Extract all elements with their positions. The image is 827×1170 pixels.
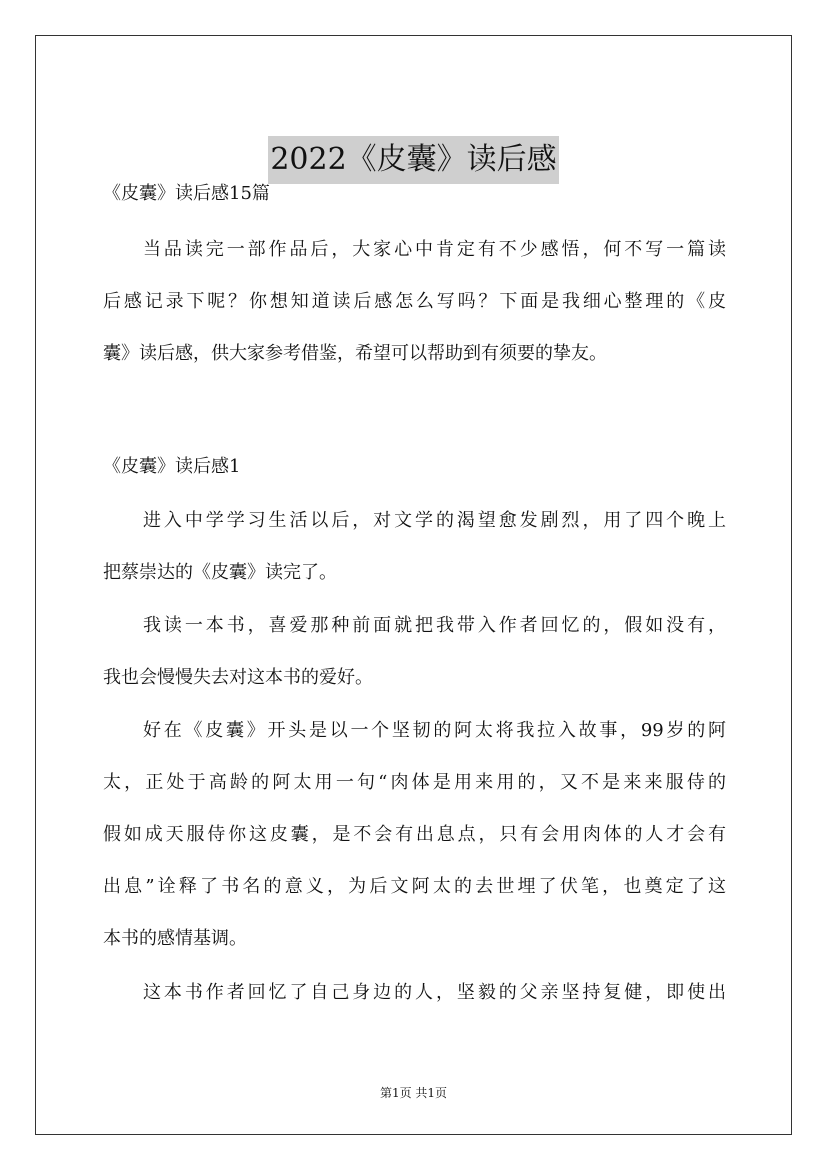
paragraph-line: 太，正处于高龄的阿太用一句“肉体是用来用的，又不是来来服侍的 xyxy=(103,772,726,793)
paragraph-line: 这本书作者回忆了自己身边的人，坚毅的父亲坚持复健，即使出 xyxy=(143,982,726,1003)
paragraph-line: 假如成天服侍你这皮囊，是不会有出息点，只有会用肉体的人才会有 xyxy=(103,824,726,845)
paragraph-3 xyxy=(103,705,726,965)
intro-line: 当品读完一部作品后，大家心中肯定有不少感悟，何不写一篇读 xyxy=(143,239,726,260)
paragraph-line: 我也会慢慢失去对这本书的爱好。 xyxy=(103,667,373,688)
page-footer: 第1页 共1页 xyxy=(379,1086,448,1100)
paragraph-line: 进入中学学习生活以后，对文学的渴望愈发剧烈，用了四个晚上 xyxy=(143,510,726,531)
document-title: 2022《皮囊》读后感 xyxy=(268,136,558,184)
intro-line: 后感记录下呢？你想知道读后感怎么写吗？下面是我细心整理的《皮 xyxy=(103,291,726,312)
paragraph-line: 我读一本书，喜爱那种前面就把我带入作者回忆的，假如没有， xyxy=(143,615,726,636)
intro-paragraph xyxy=(103,224,726,380)
section-heading: 《皮囊》读后感1 xyxy=(103,456,241,477)
intro-line: 囊》读后感，供大家参考借鉴，希望可以帮助到有须要的挚友。 xyxy=(103,343,607,364)
title-wrap xyxy=(36,136,791,184)
document-page xyxy=(35,35,792,1135)
paragraph-4 xyxy=(103,967,726,1019)
paragraph-line: 把蔡崇达的《皮囊》读完了。 xyxy=(103,562,337,583)
paragraph-line: 出息”诠释了书名的意义，为后文阿太的去世埋了伏笔，也奠定了这 xyxy=(103,876,726,897)
paragraph-line: 本书的感情基调。 xyxy=(103,928,247,949)
paragraph-1 xyxy=(103,495,726,599)
paragraph-2 xyxy=(103,600,726,704)
paragraph-line: 好在《皮囊》开头是以一个坚韧的阿太将我拉入故事，99岁的阿 xyxy=(143,720,726,741)
subtitle: 《皮囊》读后感15篇 xyxy=(103,183,270,204)
